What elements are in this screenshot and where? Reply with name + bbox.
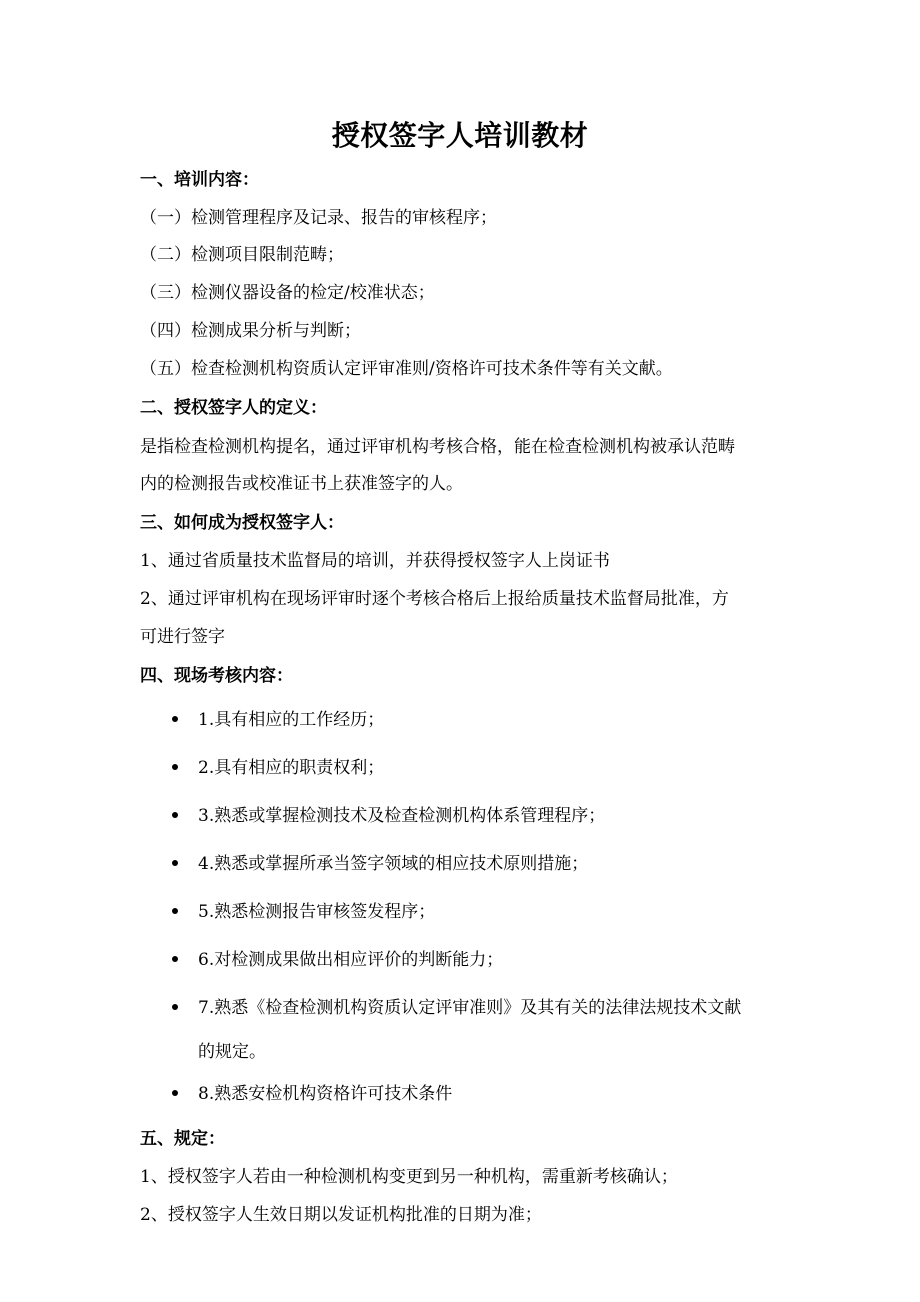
bullet-icon: [172, 812, 178, 818]
section3-line-1: 1、通过省质量技术监督局的培训，并获得授权签字人上岗证书: [140, 551, 610, 571]
list-item: [172, 756, 792, 780]
section4-heading: 四、现场考核内容：: [140, 666, 293, 686]
section3-line-3: 可进行签字: [140, 627, 225, 647]
bullet-icon: [172, 860, 178, 866]
bullet-icon: [172, 716, 178, 722]
section1-heading: 一、培训内容：: [140, 170, 259, 190]
list-item: [172, 852, 792, 876]
list-item-text: 4.熟悉或掌握所承当签字领域的相应技术原则措施；: [198, 854, 589, 874]
list-item-text: 5.熟悉检测报告审核签发程序；: [198, 902, 436, 922]
list-item-text: 3.熟悉或掌握检测技术及检查检测机构体系管理程序；: [198, 806, 606, 826]
section1-item-1: （一）检测管理程序及记录、报告的审核程序；: [140, 208, 497, 228]
section1-item-5: （五）检查检测机构资质认定评审准则/资格许可技术条件等有关文献。: [140, 359, 673, 379]
bullet-icon: [172, 764, 178, 770]
list-item: [172, 996, 792, 1020]
section2-line-2: 内的检测报告或校准证书上获准签字的人。: [140, 474, 463, 494]
list-item: [172, 1082, 792, 1106]
bullet-icon: [172, 908, 178, 914]
list-item-text: 8.熟悉安检机构资格许可技术条件: [198, 1084, 453, 1104]
bullet-icon: [172, 1004, 178, 1010]
section5-line-1: 1、授权签字人若由一种检测机构变更到另一种机构，需重新考核确认；: [140, 1167, 678, 1187]
bullet-icon: [172, 1090, 178, 1096]
section2-heading: 二、授权签字人的定义：: [140, 398, 327, 418]
list-item-text: 2.具有相应的职责权利；: [198, 758, 385, 778]
list-item-text: 7.熟悉《检查检测机构资质认定评审准则》及其有关的法律法规技术文献: [198, 998, 742, 1018]
list-item: [172, 804, 792, 828]
section1-item-4: （四）检测成果分析与判断；: [140, 321, 361, 341]
section1-item-2: （二）检测项目限制范畴；: [140, 245, 344, 265]
list-item-text: 1.具有相应的工作经历；: [198, 710, 385, 730]
list-item: [172, 900, 792, 924]
bullet-icon: [172, 956, 178, 962]
list-item: [172, 708, 792, 732]
section5-heading: 五、规定：: [140, 1129, 225, 1149]
section2-line-1: 是指检查检测机构提名，通过评审机构考核合格，能在检查检测机构被承认范畴: [140, 437, 735, 457]
list-item-text: 6.对检测成果做出相应评价的判断能力；: [198, 950, 504, 970]
list-item: [172, 948, 792, 972]
section5-line-2: 2、授权签字人生效日期以发证机构批准的日期为准；: [140, 1205, 542, 1225]
section1-item-3: （三）检测仪器设备的检定/校准状态；: [140, 283, 435, 303]
document-title: 授权签字人培训教材: [331, 119, 589, 152]
section3-heading: 三、如何成为授权签字人：: [140, 513, 344, 533]
section3-line-2: 2、通过评审机构在现场评审时逐个考核合格后上报给质量技术监督局批准，方: [140, 589, 729, 609]
list-item-continuation: 的规定。: [198, 1042, 266, 1062]
